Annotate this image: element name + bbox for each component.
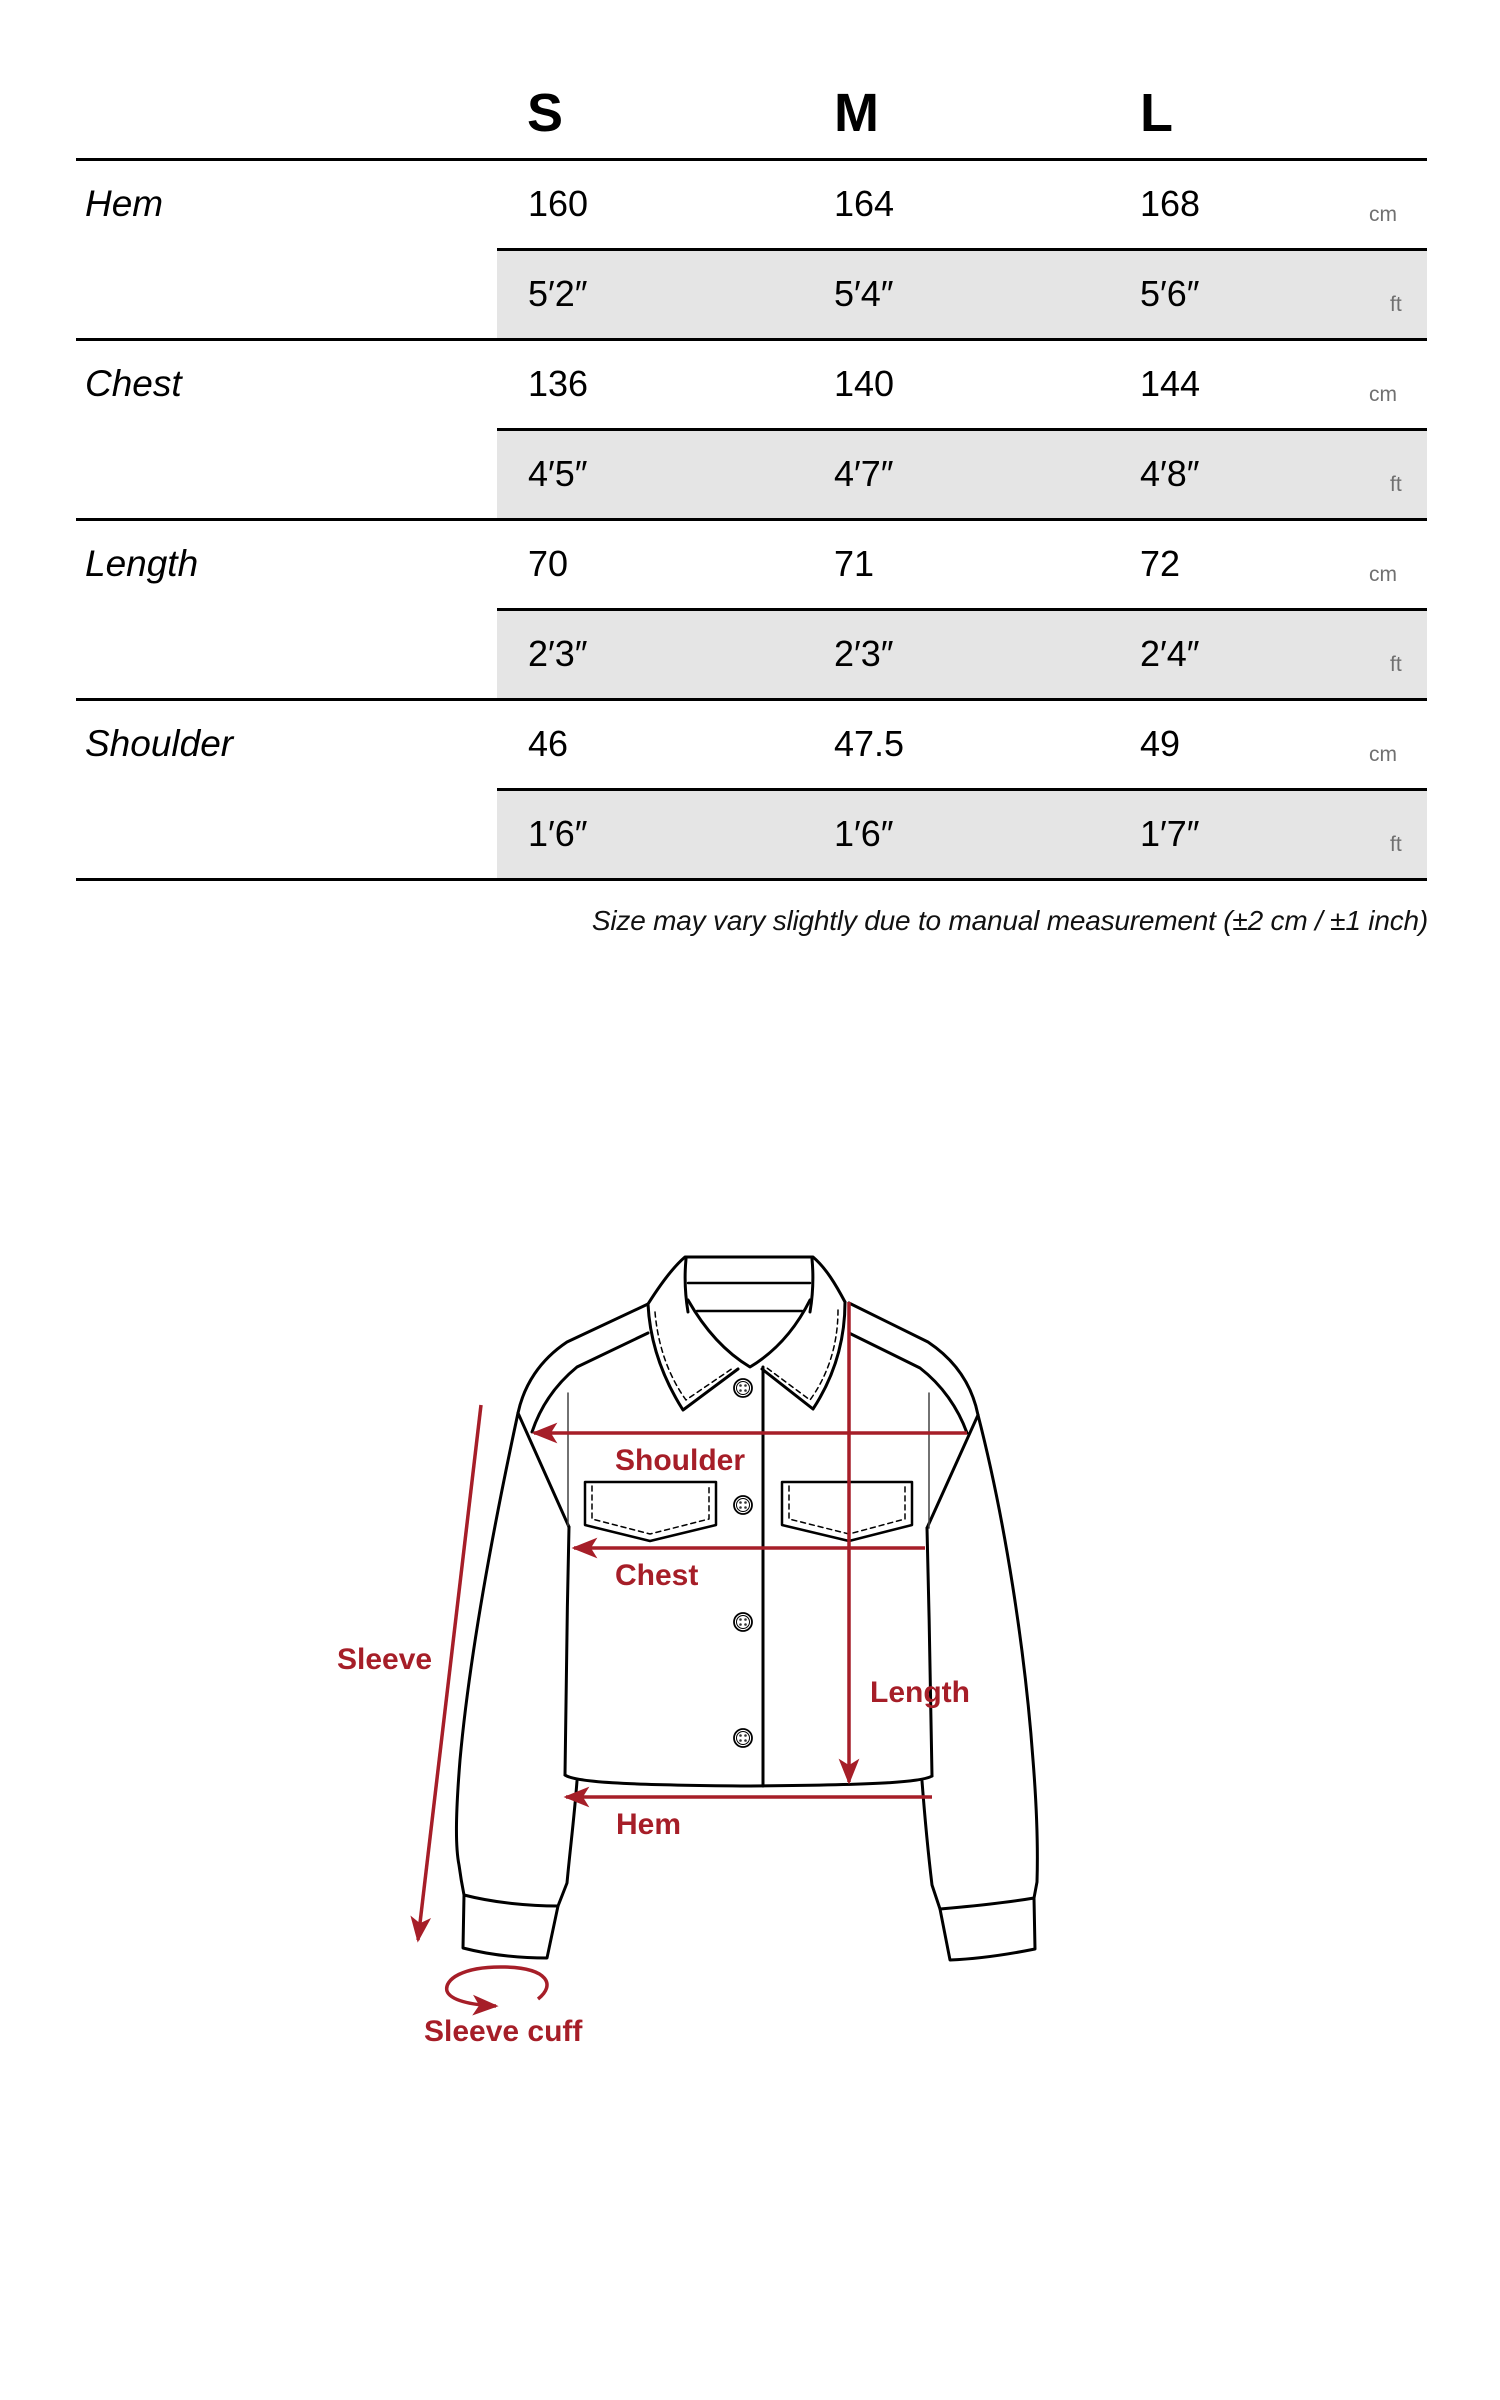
hem-ft-s: 5′2″ [528,273,588,314]
collar-stand [648,1257,845,1304]
length-ft-l: 2′4″ [1140,633,1200,674]
unit-cm: cm [1369,203,1397,226]
left-pocket [585,1482,716,1541]
length-ft-m: 2′3″ [834,633,894,674]
button-icon [734,1379,752,1397]
measure-label-shoulder: Shoulder [85,723,234,764]
hem-ft-l: 5′6″ [1140,273,1200,314]
right-sleeve-inner [922,1781,940,1909]
unit-ft: ft [1390,473,1402,496]
right-pocket [782,1482,912,1541]
unit-cm: cm [1369,563,1397,586]
shoulder-ft-s: 1′6″ [528,813,588,854]
measure-label-hem: Hem [85,183,164,224]
shoulder-ft-l: 1′7″ [1140,813,1200,854]
unit-ft: ft [1390,833,1402,856]
shoulder-cm-l: 49 [1140,723,1181,764]
length-cm-s: 70 [528,543,569,584]
hem-cm-m: 164 [834,183,895,224]
body-right-side [927,1528,932,1776]
length-cm-m: 71 [834,543,875,584]
chest-cm-m: 140 [834,363,895,404]
size-header-m: M [834,83,879,143]
right-cuff [940,1898,1035,1960]
left-sleeve-outer [456,1413,518,1895]
unit-ft: ft [1390,653,1402,676]
chest-ft-s: 4′5″ [528,453,588,494]
hem-ft-m: 5′4″ [834,273,894,314]
hem-cm-l: 168 [1140,183,1201,224]
sleeve-cuff-label: Sleeve cuff [424,2015,583,2048]
shoulder-cm-s: 46 [528,723,569,764]
collar-right [762,1302,845,1409]
chest-ft-l: 4′8″ [1140,453,1200,494]
chest-cm-s: 136 [528,363,589,404]
sleeve-cuff-arrow [447,1967,547,2006]
chest-label: Chest [615,1559,699,1592]
left-sleeve-inner [558,1781,577,1906]
unit-cm: cm [1369,383,1397,406]
length-label: Length [870,1676,970,1709]
length-ft-s: 2′3″ [528,633,588,674]
measure-label-chest: Chest [85,363,182,404]
measure-label-length: Length [85,543,199,584]
chest-cm-l: 144 [1140,363,1201,404]
collar-left [648,1304,738,1410]
body-left-side [565,1527,569,1775]
jacket-outline [456,1257,1037,1960]
button-icon [734,1496,752,1514]
unit-cm: cm [1369,743,1397,766]
left-cuff [463,1895,558,1958]
right-sleeve-outer [978,1415,1037,1898]
button-icon [734,1729,752,1747]
hem-cm-s: 160 [528,183,589,224]
shoulder-ft-m: 1′6″ [834,813,894,854]
shoulder-label: Shoulder [615,1444,746,1477]
size-header-s: S [527,83,564,143]
sleeve-label: Sleeve [337,1643,433,1676]
chest-ft-m: 4′7″ [834,453,894,494]
hem-label: Hem [616,1808,682,1841]
unit-ft: ft [1390,293,1402,316]
shoulder-cm-m: 47.5 [834,723,905,764]
size-header-l: L [1140,83,1173,143]
length-cm-l: 72 [1140,543,1181,584]
measurement-footnote: Size may vary slightly due to manual measurement (±2 cm / ±1 inch) [591,905,1428,936]
button-icon [734,1613,752,1631]
body-hem [565,1775,932,1786]
